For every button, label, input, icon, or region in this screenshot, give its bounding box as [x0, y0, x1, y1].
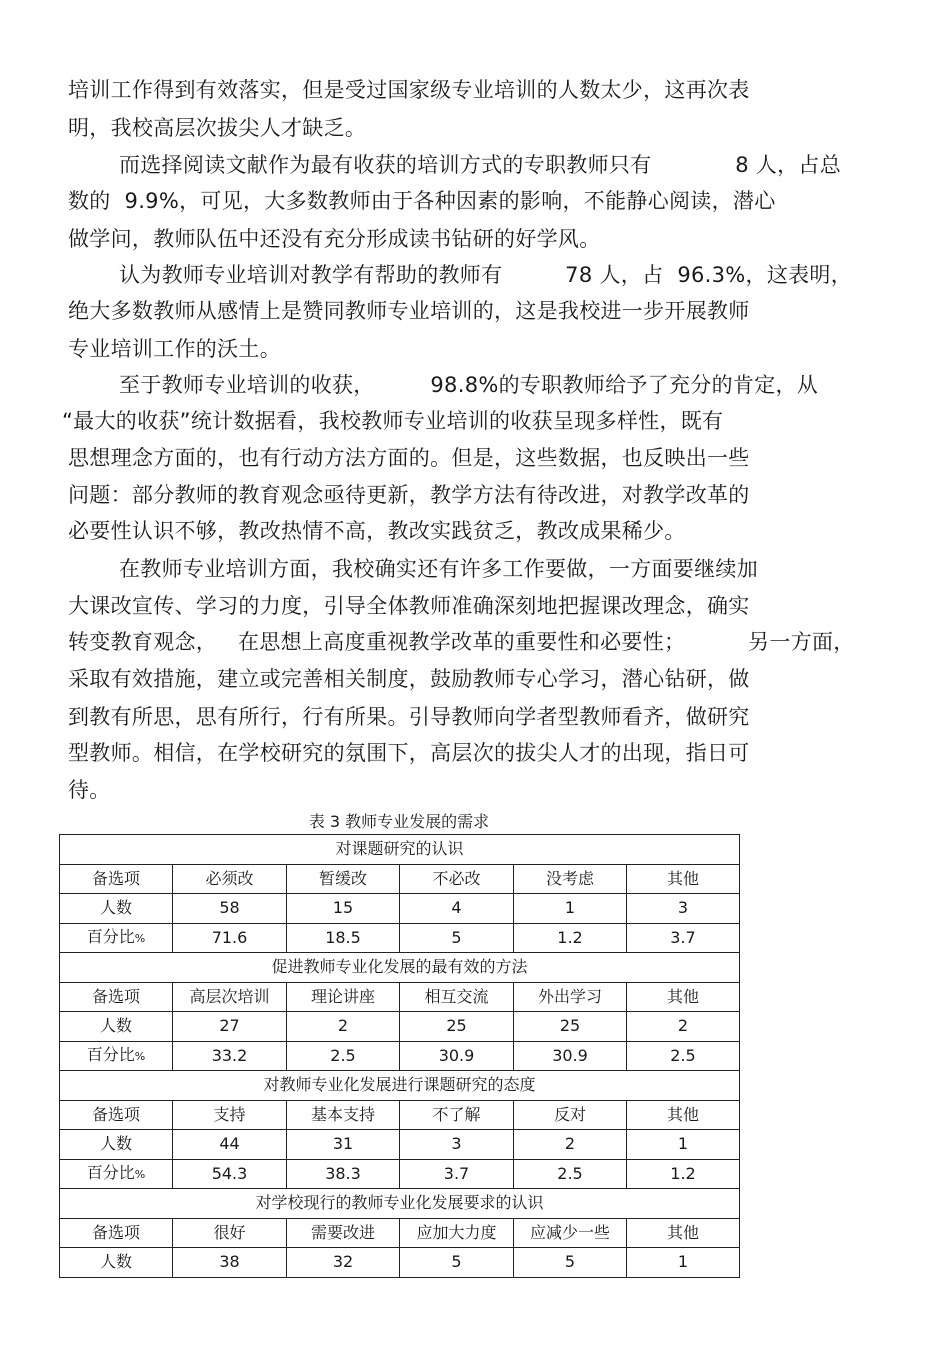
text-line-15: 大课改宣传、学习的力度，引导全体教师准确深刻地把握课改理念，确实: [68, 594, 750, 618]
count-cell: 3: [400, 1130, 514, 1160]
option-cell: 其他: [627, 1218, 740, 1248]
count-cell: 15: [287, 894, 400, 924]
percent-unit: %: [134, 1167, 146, 1181]
row-label-option: 备选项: [60, 1218, 173, 1248]
option-row: [60, 1218, 740, 1248]
row-label-percent: [60, 1041, 173, 1071]
count-cell: 5: [514, 1248, 627, 1278]
count-cell: 32: [287, 1248, 400, 1278]
text-line-5: 做学问，教师队伍中还没有充分形成读书钻研的好学风。: [68, 227, 601, 251]
text-line-20: 待。: [68, 778, 111, 802]
count-cell: 4: [400, 894, 514, 924]
teacher-development-table: [59, 834, 740, 1278]
text-line-4: 数的 9.9%，可见，大多数教师由于各种因素的影响，不能静心阅读，潜心: [68, 189, 776, 213]
text-line-2: 明，我校高层次拔尖人才缺乏。: [68, 116, 367, 140]
option-cell: 其他: [627, 864, 740, 894]
count-cell: 1: [627, 1248, 740, 1278]
option-cell: 必须改: [173, 864, 287, 894]
option-row: [60, 864, 740, 894]
option-cell: 基本支持: [287, 1100, 400, 1130]
option-cell: 其他: [627, 982, 740, 1012]
row-label-count: 人数: [60, 894, 173, 924]
percent-cell: 18.5: [287, 923, 400, 953]
count-row: [60, 1012, 740, 1042]
percent-label: 百分比: [86, 1162, 135, 1182]
percent-row: [60, 923, 740, 953]
count-cell: 2: [287, 1012, 400, 1042]
section-title: 对课题研究的认识: [60, 835, 740, 865]
text-line-7: 绝大多数教师从感情上是赞同教师专业培训的，这是我校进一步开展教师: [68, 299, 750, 323]
option-cell: 外出学习: [514, 982, 627, 1012]
percent-cell: 2.5: [287, 1041, 400, 1071]
percent-cell: 1.2: [514, 923, 627, 953]
section-title: 促进教师专业化发展的最有效的方法: [60, 953, 740, 983]
text-line-16: 转变教育观念， 在思想上高度重视教学改革的重要性和必要性； 另一方面，: [68, 630, 855, 654]
row-label-option: 备选项: [60, 1100, 173, 1130]
row-label-option: 备选项: [60, 982, 173, 1012]
table-caption: 表 3 教师专业发展的需求: [308, 812, 490, 831]
percent-cell: 1.2: [627, 1159, 740, 1189]
text-line-18: 到教有所思，思有所行，行有所果。引导教师向学者型教师看齐，做研究: [68, 705, 750, 729]
percent-label: 百分比: [86, 1044, 135, 1064]
section-title-row: [60, 1189, 740, 1219]
percent-cell: 30.9: [514, 1041, 627, 1071]
percent-cell: 30.9: [400, 1041, 514, 1071]
text-line-10: “最大的收获”统计数据看，我校教师专业培训的收获呈现多样性，既有: [62, 409, 724, 433]
section-title-row: [60, 953, 740, 983]
count-cell: 27: [173, 1012, 287, 1042]
percent-cell: 38.3: [287, 1159, 400, 1189]
count-cell: 38: [173, 1248, 287, 1278]
percent-cell: 54.3: [173, 1159, 287, 1189]
text-line-8: 专业培训工作的沃土。: [68, 337, 281, 361]
text-line-13: 必要性认识不够，教改热情不高，教改实践贫乏，教改成果稀少。: [68, 519, 686, 543]
percent-cell: 71.6: [173, 923, 287, 953]
text-line-14: 在教师专业培训方面，我校确实还有许多工作要做，一方面要继续加: [119, 557, 758, 581]
count-cell: 58: [173, 894, 287, 924]
row-label-percent: [60, 1159, 173, 1189]
option-cell: 很好: [173, 1218, 287, 1248]
percent-cell: 3.7: [627, 923, 740, 953]
option-cell: 需要改进: [287, 1218, 400, 1248]
count-cell: 5: [400, 1248, 514, 1278]
section-title-row: [60, 1071, 740, 1101]
percent-label: 百分比: [86, 926, 135, 946]
row-label-count: 人数: [60, 1248, 173, 1278]
text-line-3: 而选择阅读文献作为最有收获的培训方式的专职教师只有 8 人，占总: [119, 153, 842, 177]
text-line-1: 培训工作得到有效落实，但是受过国家级专业培训的人数太少，这再次表: [68, 78, 750, 102]
count-cell: 25: [400, 1012, 514, 1042]
option-cell: 应加大力度: [400, 1218, 514, 1248]
percent-cell: 2.5: [514, 1159, 627, 1189]
section-title-row: [60, 835, 740, 865]
option-cell: 其他: [627, 1100, 740, 1130]
count-cell: 1: [627, 1130, 740, 1160]
row-label-count: 人数: [60, 1130, 173, 1160]
option-cell: 应减少一些: [514, 1218, 627, 1248]
option-cell: 支持: [173, 1100, 287, 1130]
percent-cell: 3.7: [400, 1159, 514, 1189]
option-cell: 反对: [514, 1100, 627, 1130]
text-line-17: 采取有效措施，建立或完善相关制度，鼓励教师专心学习，潜心钻研，做: [68, 667, 750, 691]
count-cell: 31: [287, 1130, 400, 1160]
count-row: [60, 1248, 740, 1278]
option-row: [60, 982, 740, 1012]
row-label-percent: [60, 923, 173, 953]
row-label-option: 备选项: [60, 864, 173, 894]
percent-unit: %: [134, 931, 146, 945]
count-cell: 2: [514, 1130, 627, 1160]
count-cell: 44: [173, 1130, 287, 1160]
option-cell: 不了解: [400, 1100, 514, 1130]
percent-cell: 33.2: [173, 1041, 287, 1071]
option-cell: 相互交流: [400, 982, 514, 1012]
option-cell: 不必改: [400, 864, 514, 894]
percent-row: [60, 1159, 740, 1189]
count-row: [60, 894, 740, 924]
count-cell: 1: [514, 894, 627, 924]
percent-cell: 5: [400, 923, 514, 953]
option-row: [60, 1100, 740, 1130]
percent-cell: 2.5: [627, 1041, 740, 1071]
text-line-11: 思想理念方面的，也有行动方法方面的。但是，这些数据，也反映出一些: [68, 446, 750, 470]
option-cell: 暂缓改: [287, 864, 400, 894]
row-label-count: 人数: [60, 1012, 173, 1042]
option-cell: 没考虑: [514, 864, 627, 894]
count-cell: 3: [627, 894, 740, 924]
option-cell: 理论讲座: [287, 982, 400, 1012]
text-line-12: 问题：部分教师的教育观念亟待更新，教学方法有待改进，对教学改革的: [68, 483, 750, 507]
option-cell: 高层次培训: [173, 982, 287, 1012]
count-cell: 2: [627, 1012, 740, 1042]
section-title: 对教师专业化发展进行课题研究的态度: [60, 1071, 740, 1101]
text-line-6: 认为教师专业培训对教学有帮助的教师有 78 人，占 96.3%，这表明，: [119, 263, 853, 287]
text-line-9: 至于教师专业培训的收获， 98.8%的专职教师给予了充分的肯定，从: [119, 373, 819, 397]
count-cell: 25: [514, 1012, 627, 1042]
percent-unit: %: [134, 1049, 146, 1063]
text-line-19: 型教师。相信，在学校研究的氛围下，高层次的拔尖人才的出现，指日可: [68, 741, 750, 765]
count-row: [60, 1130, 740, 1160]
section-title: 对学校现行的教师专业化发展要求的认识: [60, 1189, 740, 1219]
percent-row: [60, 1041, 740, 1071]
